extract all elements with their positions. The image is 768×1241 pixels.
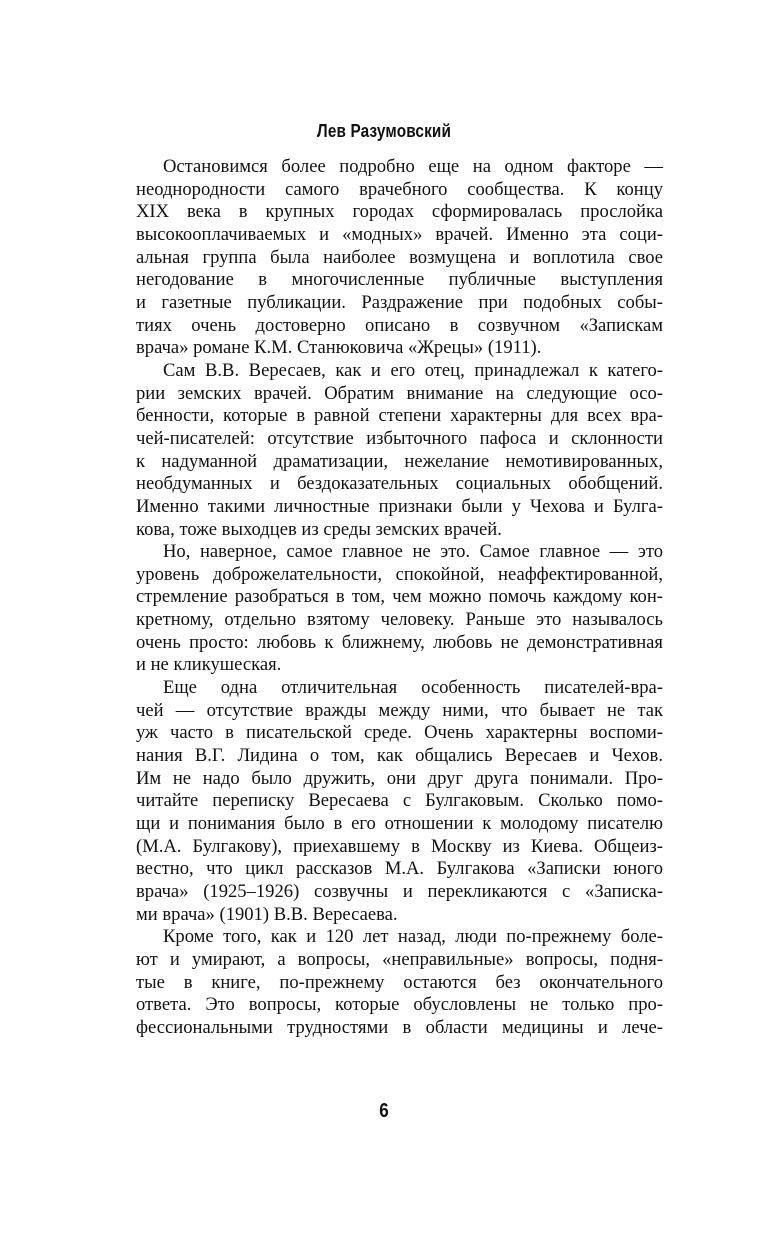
running-header: Лев Разумовский bbox=[316, 121, 452, 141]
text-line: Кроме того, как и 120 лет назад, люди по-прежнему боле- bbox=[163, 926, 663, 948]
text-line: (М.А. Булгакову), приехавшему в Москву из Киева. Общеиз- bbox=[136, 835, 663, 857]
text-line: Остановимся более подробно еще на одном факторе — bbox=[163, 156, 663, 177]
text-line: Именно такими личностные признаки были у Чехова и Булга- bbox=[136, 495, 663, 517]
text-line: ют и умирают, а вопросы, «неправильные» вопросы, подня- bbox=[136, 948, 663, 970]
text-line: к надуманной драматизации, нежелание немотивированных, bbox=[136, 450, 663, 472]
text-line: уж часто в писательской среде. Очень характерны воспоми- bbox=[136, 722, 663, 744]
text-line: тые в книге, по-прежнему остаются без окончательного bbox=[136, 971, 663, 993]
text-line: читайте переписку Вересаева с Булгаковым. Сколько помо- bbox=[136, 790, 663, 812]
text-line: щи и понимания было в его отношении к молодому писателю bbox=[136, 813, 663, 835]
paragraph bbox=[136, 541, 663, 677]
paragraph bbox=[136, 926, 663, 1039]
text-line: и не кликушеская. bbox=[136, 654, 282, 676]
text-line: Еще одна отличительная особенность писателей-вра- bbox=[163, 677, 663, 699]
paragraph bbox=[136, 360, 663, 541]
text-line: очень просто: любовь к ближнему, любовь не демонстративная bbox=[136, 631, 663, 653]
text-line: кова, тоже выходцев из среды земских врачей. bbox=[136, 518, 502, 540]
text-line: врача» (1925–1926) созвучны и перекликаются с «Записка- bbox=[136, 881, 663, 902]
text-line: и газетные публикации. Раздражение при подобных собы- bbox=[136, 291, 663, 313]
text-line: нания В.Г. Лидина о том, как общались Вересаев и Чехов. bbox=[136, 745, 663, 767]
text-line: Им не надо было дружить, они друг друга понимали. Про- bbox=[136, 767, 663, 789]
text-line: Но, наверное, самое главное не это. Самое главное — это bbox=[163, 541, 663, 563]
page-number: 6 bbox=[379, 1100, 389, 1122]
paragraph bbox=[136, 677, 663, 926]
page-body bbox=[136, 156, 663, 1040]
text-line: тиях очень достоверно описано в созвучном «Запискам bbox=[136, 314, 663, 336]
text-line: бенности, которые в равной степени характерны для всех вра- bbox=[136, 405, 663, 427]
text-line: высокооплачиваемых и «модных» врачей. Именно эта соци- bbox=[136, 223, 663, 245]
text-line: чей — отсутствие вражды между ними, что бывает не так bbox=[136, 699, 663, 721]
text-line: уровень доброжелательности, спокойной, неаффектированной, bbox=[136, 563, 663, 585]
text-line: врача» романе К.М. Станюковича «Жрецы» (1911). bbox=[136, 337, 542, 359]
text-line: XIX века в крупных городах сформировалась прослойка bbox=[136, 201, 663, 223]
text-line: Сам В.В. Вересаев, как и его отец, принадлежал к катего- bbox=[163, 359, 663, 381]
text-line: ми врача» (1901) В.В. Вересаева. bbox=[136, 903, 398, 925]
text-line: необдуманных и бездоказательных социальных обобщений. bbox=[136, 473, 663, 495]
text-line: неоднородности самого врачебного сообщества. К концу bbox=[136, 178, 663, 200]
text-line: чей-писателей: отсутствие избыточного пафоса и склонности bbox=[136, 427, 663, 449]
text-line: ответа. Это вопросы, которые обусловлены не только про- bbox=[136, 994, 663, 1016]
text-line: фессиональными трудностями в области медицины и лече- bbox=[136, 1016, 663, 1038]
paragraph bbox=[136, 156, 663, 360]
text-line: кретному, отдельно взятому человеку. Раньше это называлось bbox=[136, 609, 663, 631]
text-line: альная группа была наиболее возмущена и воплотила свое bbox=[136, 246, 663, 268]
text-line: негодование в многочисленные публичные выступления bbox=[136, 269, 663, 291]
text-line: вестно, что цикл рассказов М.А. Булгакова «Записки юного bbox=[136, 858, 663, 880]
text-line: стремление разобраться в том, чем можно помочь каждому кон- bbox=[136, 586, 663, 608]
text-line: рии земских врачей. Обратим внимание на следующие осо- bbox=[136, 382, 663, 404]
